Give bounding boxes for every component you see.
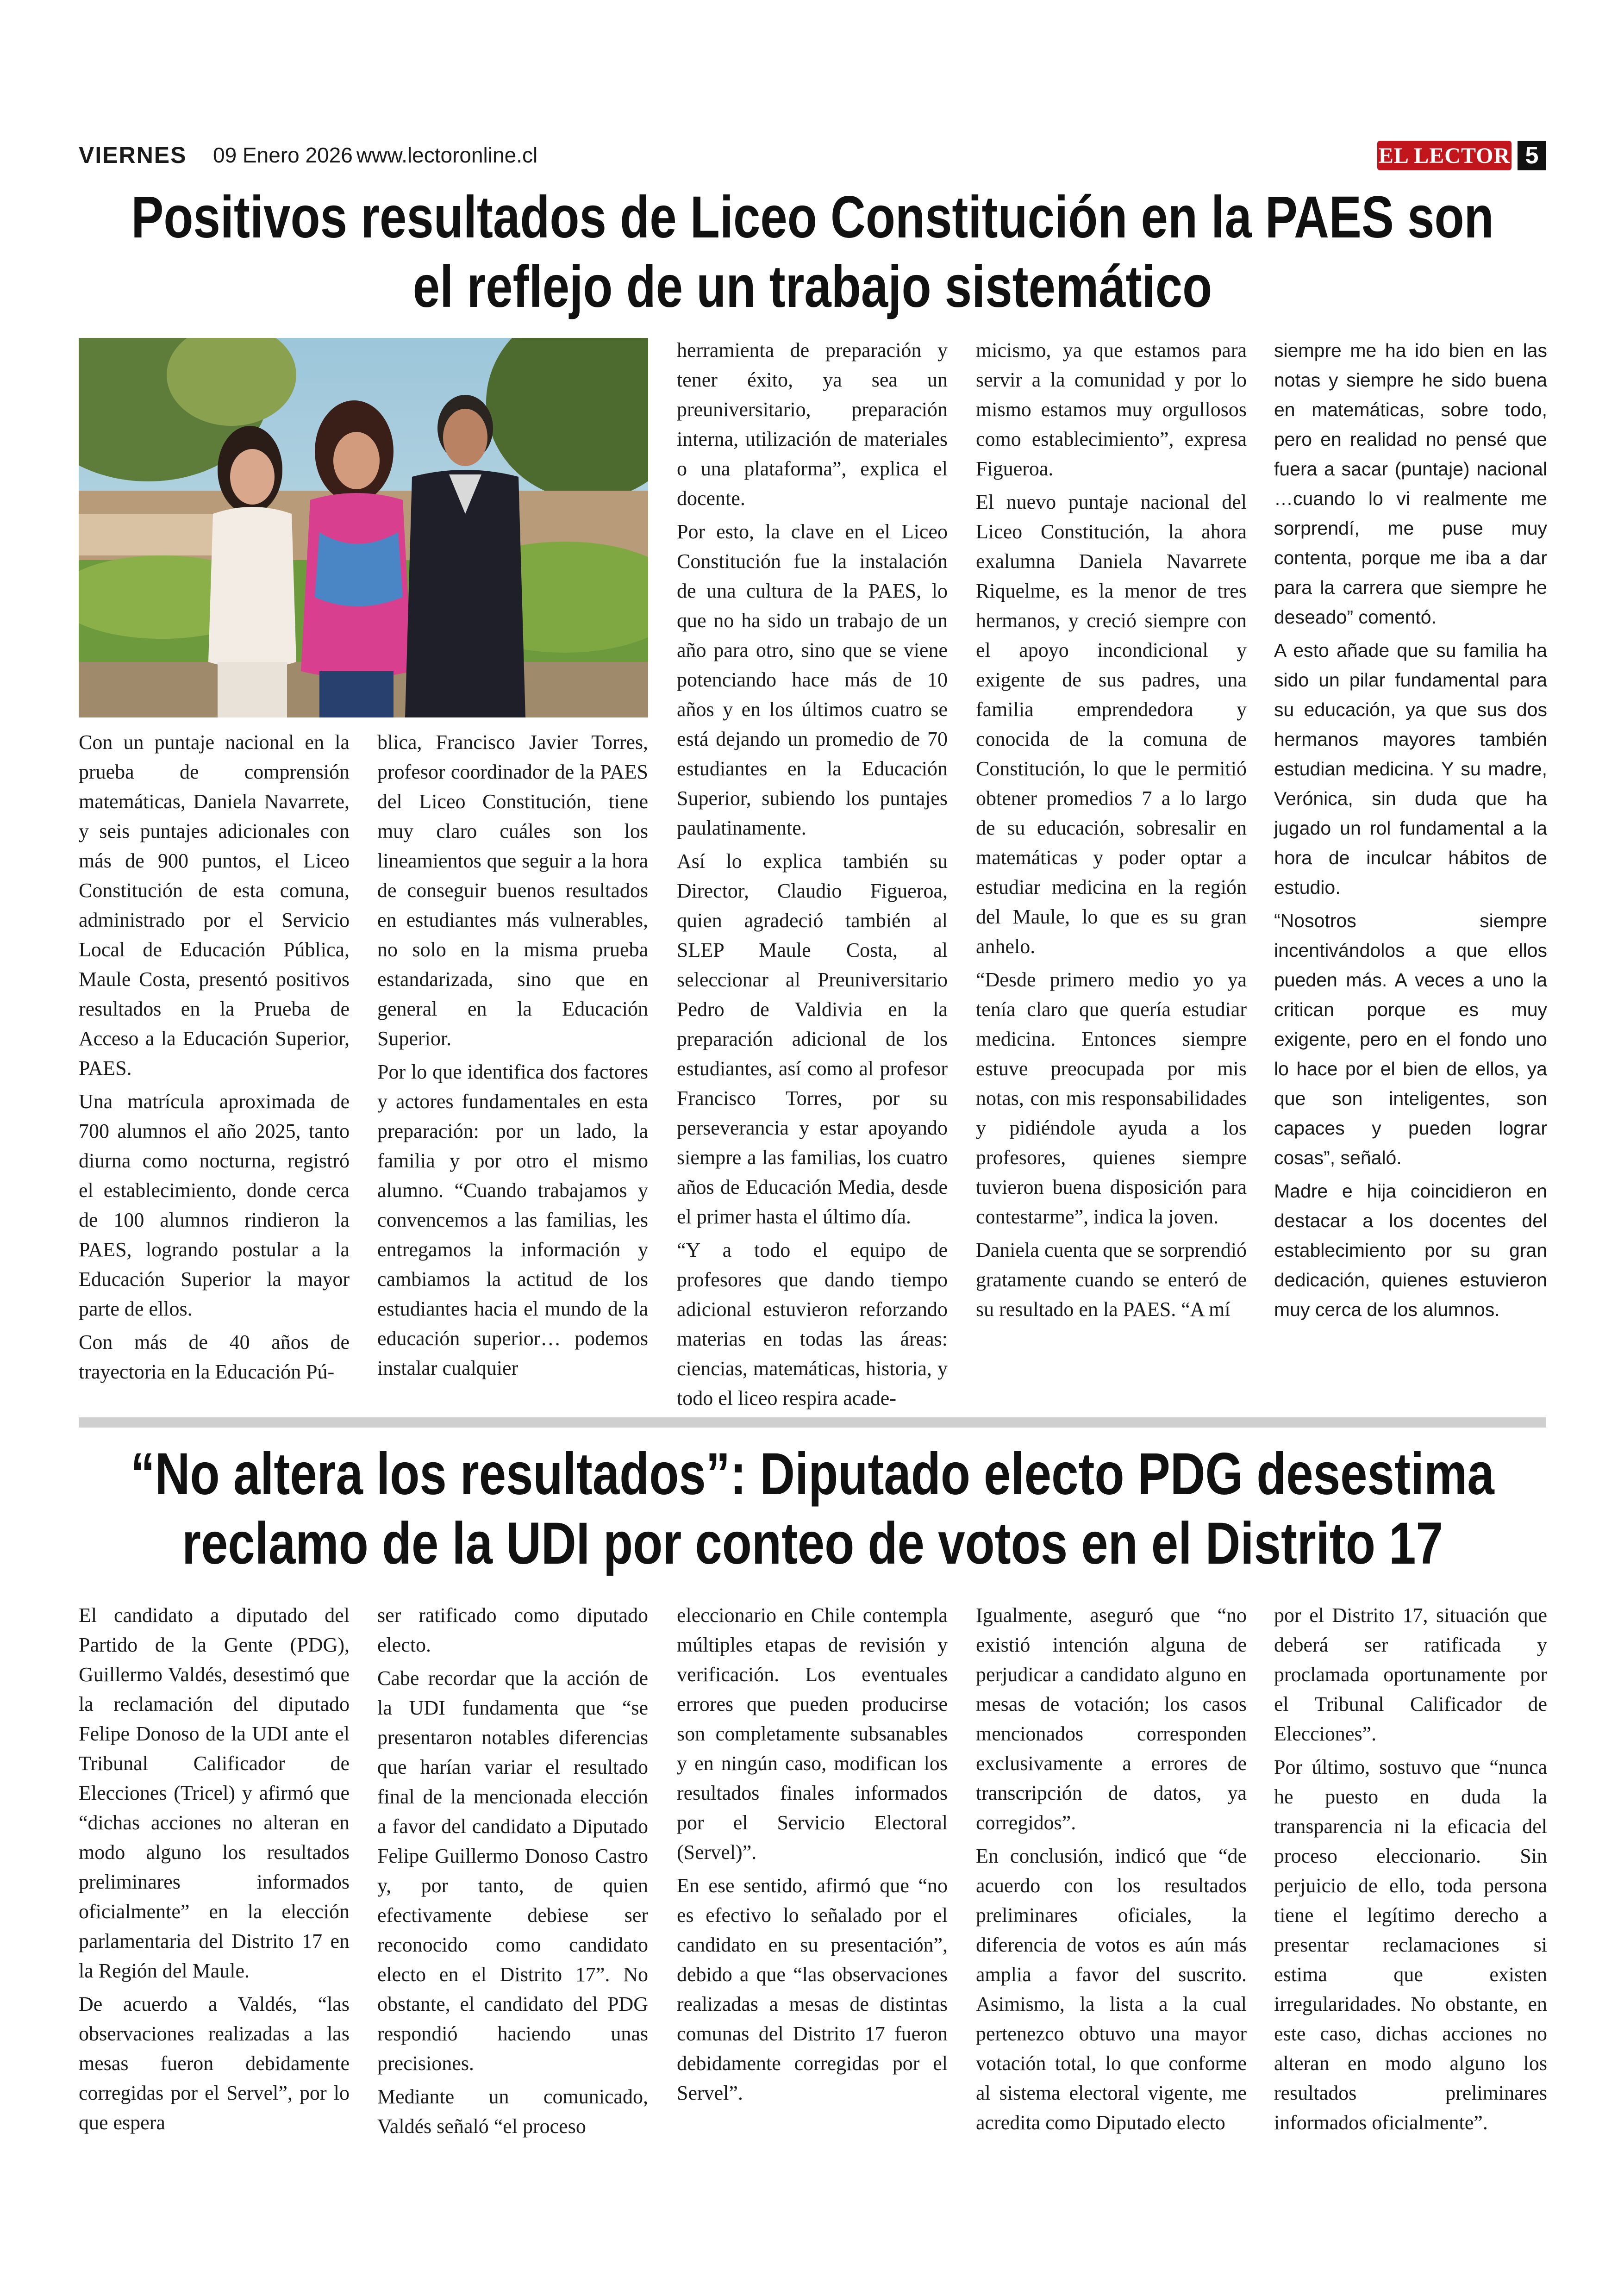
paragraph: En conclusión, indicó que “de acuerdo con los resultados preliminares oficiales, la diferencia de votos es aún más amplia a favor del suscrito. Asimismo, la lista a la cual pertenezco obtuvo una mayor votación total, lo que conforme al sistema electoral vigente, me acredita como Diputado electo	[976, 1845, 1247, 2134]
paragraph: “Nosotros siempre incentivándolos a que ellos pueden más. A veces a uno la critican porque es muy exigente, pero en el fondo uno lo hace por el bien de ellos, ya que son inteligentes, son capaces y pueden lograr cosas”, señaló.	[1274, 910, 1547, 1168]
article2-column-5	[1274, 1601, 1547, 2141]
paragraph: Así lo explica también su Director, Claudio Figueroa, quien agradeció también al SLEP Maule Costa, al seleccionar al Preuniversitario Pedro de Valdivia en la preparación adicional de los estudiantes, así como al profesor Francisco Torres, por su perseverancia y estar apoyando siempre a las familias, los cuatro años de Educación Media, desde el primer hasta el último día.	[677, 850, 948, 1228]
paragraph: De acuerdo a Valdés, “las observaciones realizadas a las mesas fueron debidamente corregidas por el Servel”, por lo que espera	[79, 1993, 350, 2134]
article1-headline	[65, 183, 1561, 322]
photo-three-people-outdoors	[79, 338, 648, 717]
article1-column-1	[79, 728, 350, 1391]
article2-headline	[65, 1440, 1561, 1578]
paragraph: Cabe recordar que la acción de la UDI fundamenta que “se presentaron notables diferencias que harían variar el resultado final de la mencionada elección a favor del candidato a Diputado Felipe Guillermo Donoso Castro y, por tanto, de quien efectivamente debiese ser reconocido como candidato electo en el Distrito 17”. No obstante, el candidato del PDG respondió haciendo unas precisiones.	[377, 1667, 648, 2075]
paragraph: micismo, ya que estamos para servir a la comunidad y por lo mismo estamos muy orgullosos como establecimiento”, expresa Figueroa.	[976, 339, 1247, 480]
paragraph: herramienta de preparación y tener éxito, ya sea un preuniversitario, preparación interna, utilización de materiales o una plataforma”, explica el docente.	[677, 339, 948, 510]
paragraph: ser ratificado como diputado electo.	[377, 1604, 648, 1656]
article1-headline-line2: el reflejo de un trabajo sistemático	[412, 254, 1212, 320]
paragraph: siempre me ha ido bien en las notas y siempre he sido buena en matemáticas, sobre todo, pero en realidad no pensé que fuera a sacar (puntaje) nacional …cuando lo vi realmente me sorprendí, me puse muy contenta, porque me iba a dar para la carrera que siempre he deseado” comentó.	[1274, 340, 1547, 628]
section-divider	[79, 1417, 1546, 1428]
paragraph: Madre e hija coincidieron en destacar a los docentes del establecimiento por su gran dedicación, quienes estuvieron muy cerca de los alumnos.	[1274, 1180, 1547, 1320]
paragraph: Mediante un comunicado, Valdés señaló “el proceso	[377, 2085, 648, 2138]
page-header	[79, 139, 1546, 176]
article2-column-2	[377, 1601, 648, 2145]
paragraph: “Y a todo el equipo de profesores que dando tiempo adicional estuvieron reforzando materias en todas las áreas: ciencias, matemáticas, historia, y todo el liceo respira acade-	[677, 1239, 948, 1409]
article2-column-4	[976, 1601, 1247, 2141]
paragraph: Con más de 40 años de trayectoria en la Educación Pú-	[79, 1331, 350, 1383]
paragraph: A esto añade que su familia ha sido un pilar fundamental para su educación, ya que sus dos hermanos mayores también estudian medicina. Y su madre, Verónica, sin duda que ha jugado un rol fundamental a la hora de inculcar hábitos de estudio.	[1274, 640, 1547, 898]
paragraph: Por lo que identifica dos factores y actores fundamentales en esta preparación: por un lado, la familia y por otro el mismo alumno. “Cuando trabajamos y convencemos a las familias, les entregamos la información y cambiamos la actitud de los estudiantes hacia el mundo de la educación superior… podemos instalar cualquier	[377, 1060, 648, 1379]
paragraph: Por esto, la clave en el Liceo Constitución fue la instalación de una cultura de la PAES, lo que no ha sido un trabajo de un año para otro, sino que se viene potenciando hace más de 10 años y en los últimos cuatro se está dejando un promedio de 70 estudiantes en la Educación Superior, subiendo los puntajes paulatinamente.	[677, 520, 948, 839]
paragraph: eleccionario en Chile contempla múltiples etapas de revisión y verificación. Los eventuales errores que pueden producirse son completamente subsanables y en ningún caso, modifican los resultados finales informados por el Servicio Electoral (Servel)”.	[677, 1604, 948, 1864]
article1-headline-line1: Positivos resultados de Liceo Constitución en la PAES son	[131, 184, 1494, 250]
article2-headline-line2: reclamo de la UDI por conteo de votos en el Distrito 17	[182, 1510, 1443, 1577]
paragraph: El nuevo puntaje nacional del Liceo Constitución, la ahora exalumna Daniela Navarrete Riquelme, es la menor de tres hermanos, y creció siempre con el apoyo incondicional y exigente de sus padres, una familia emprendedora y conocida de la comuna de Constitución, lo que le permitió obtener promedios 7 a lo largo de su educación, sobresalir en matemáticas y poder optar a estudiar medicina en la región del Maule, lo que es su gran anhelo.	[976, 491, 1247, 958]
paragraph: Una matrícula aproximada de 700 alumnos el año 2025, tanto diurna como nocturna, registró el establecimiento, donde cerca de 100 alumnos rindieron la PAES, logrando postular a la Educación Superior la mayor parte de ellos.	[79, 1090, 350, 1320]
paragraph: El candidato a diputado del Partido de la Gente (PDG), Guillermo Valdés, desestimó que la reclamación del diputado Felipe Donoso de la UDI ante el Tribunal Calificador de Elecciones (Tricel) y afirmó que “dichas acciones no alteran en modo alguno los resultados preliminares informados oficialmente” en la elección parlamentaria del Distrito 17 en la Región del Maule.	[79, 1604, 350, 1982]
article1-column-5	[1274, 336, 1547, 1328]
article1-column-2	[377, 728, 648, 1387]
page-number: 5	[1518, 141, 1546, 170]
article2-column-3	[677, 1601, 948, 2112]
header-website[interactable]: www.lectoronline.cl	[356, 143, 538, 167]
paragraph: Daniela cuenta que se sorprendió gratamente cuando se enteró de su resultado en la PAES. “A mí	[976, 1239, 1247, 1321]
paragraph: blica, Francisco Javier Torres, profesor coordinador de la PAES del Liceo Constitución, tiene muy claro cuáles son los lineamientos que seguir a la hora de conseguir buenos resultados en estudiantes más vulnerables, no solo en la misma prueba estandarizada, sino que en general en la Educación Superior.	[377, 731, 648, 1050]
newspaper-logo: EL LECTOR	[1377, 141, 1512, 170]
paragraph: Por último, sostuvo que “nunca he puesto en duda la transparencia ni la eficacia del proceso eleccionario. Sin perjuicio de ello, toda persona tiene el legítimo derecho a presentar reclamaciones si estima que existen irregularidades. No obstante, en este caso, dichas acciones no alteran en modo alguno los resultados preliminares informados oficialmente”.	[1274, 1756, 1547, 2134]
paragraph: Igualmente, aseguró que “no existió intención alguna de perjudicar a candidato alguno en mesas de votación; los casos mencionados corresponden exclusivamente a errores de transcripción de datos, ya corregidos”.	[976, 1604, 1247, 1834]
paragraph: por el Distrito 17, situación que deberá ser ratificada y proclamada oportunamente por el Tribunal Calificador de Elecciones”.	[1274, 1604, 1547, 1745]
article1-column-4	[976, 336, 1247, 1328]
header-date: 09 Enero 2026	[213, 143, 353, 167]
article2-column-1	[79, 1601, 350, 2141]
paragraph: Con un puntaje nacional en la prueba de comprensión matemáticas, Daniela Navarrete, y seis puntajes adicionales con más de 900 puntos, el Liceo Constitución de esta comuna, administrado por el Servicio Local de Educación Pública, Maule Costa, presentó positivos resultados en la Prueba de Acceso a la Educación Superior, PAES.	[79, 731, 350, 1079]
paragraph: En ese sentido, afirmó que “no es efectivo lo señalado por el candidato en su presentación”, debido a que “las observaciones realizadas a mesas de distintas comunas del Distrito 17 fueron debidamente corregidas por el Servel”.	[677, 1874, 948, 2104]
paragraph: “Desde primero medio yo ya tenía claro que quería estudiar medicina. Entonces siempre estuve preocupada por mis notas, con mis responsabilidades y pidiéndole ayuda a los profesores, quienes siempre tuvieron buena disposición para contestarme”, indica la joven.	[976, 968, 1247, 1228]
article1-column-3	[677, 336, 948, 1417]
header-day: VIERNES	[79, 142, 187, 168]
article1-photo	[79, 338, 648, 717]
article2-headline-line1: “No altera los resultados”: Diputado electo PDG desestima	[131, 1441, 1494, 1507]
